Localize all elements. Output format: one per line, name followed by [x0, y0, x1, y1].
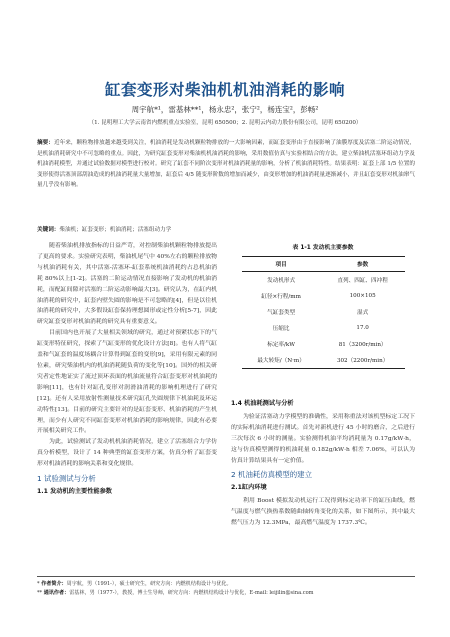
left-column — [37, 241, 217, 500]
table-cell: 81（3200r/min） — [338, 342, 387, 348]
table-cell: 302（2200r/min） — [320, 352, 405, 369]
intro-paragraph-3: 为此，试验测试了发动机机油消耗情况，建立了活塞组合力学仿真分析模型，设计了 14 种典型的缸套变形方案，仿真分析了缸套变形对机油消耗的影响关系和变化规律。 — [37, 439, 217, 468]
cylinder-env-paragraph: 利用 Boost 模拟发动机运行工况得到标定功率下的缸压曲线，燃气温度与燃气换热系数随曲轴转角变化的关系，如下图所示，其中最大燃气压力为 12.3MPa，最高燃气温度为 1737.3℃。 — [231, 498, 415, 527]
paper-affiliation: （1. 昆明理工大学云南省内燃机重点实验室，昆明 650500；2. 昆明云内动力股份有限公司，昆明 650200） — [88, 120, 362, 126]
table-row — [242, 272, 405, 289]
table-cell: 100×105 — [349, 293, 376, 299]
engine-parameters-table — [242, 256, 405, 369]
oil-test-paragraph: 为验证活塞动力学模型的准确性，采用称重法对该机型标定工况下的实际机油消耗进行测试。首先对新机进行 45 小时的磨合，之后进行三次每次 6 小时的测量。实验测得机油平均消耗量为 0.17g/kW·h，这与仿真模型测得的机油耗量 0.182g/kW·h 相差 7.06%，可以认为仿真计算结果具有一定价值。 — [231, 413, 415, 464]
table-cell: 湿式 — [357, 310, 369, 316]
footnote-corresponding: ** 通讯作者：雷基林，男（1977-），教授，博士生导师，研究方向：内燃机结构设计与优化，E-mail: leijilin@sina.com — [37, 589, 314, 596]
section-heading-1-4: 1.4 机油耗测试与分析 — [231, 400, 294, 407]
section-heading-2: 2 机油耗仿真模型的建立 — [231, 470, 312, 480]
footnote-author: * 作者简介：周宇航，男（1991-），硕士研究生，研究方向：内燃机结构设计与优化。 — [37, 581, 232, 587]
footnote-divider — [37, 576, 415, 577]
table-row — [242, 288, 405, 304]
keywords — [37, 225, 415, 233]
table-cell: 气缸套类型 — [267, 310, 296, 316]
table-cell: 标定率/kW — [267, 342, 296, 348]
table-row — [242, 336, 405, 352]
table-header-item: 项目 — [242, 257, 320, 272]
section-heading-1: 1 试验测试与分析 — [37, 474, 96, 484]
table-row — [242, 320, 405, 336]
paper-authors: 周宇航*¹，雷基林**¹，杨永忠²，张宁²，杨连宝²，彭畅² — [131, 105, 319, 114]
table-header-value: 参数 — [320, 257, 405, 272]
table-cell: 17.0 — [356, 325, 369, 331]
table-row — [242, 352, 405, 369]
abstract — [37, 138, 415, 191]
section-heading-2-1: 2.1缸内环境 — [231, 484, 267, 492]
table-row — [242, 304, 405, 320]
table-header-row — [242, 257, 405, 272]
table-caption: 表 1-1 发动机主要参数 — [292, 245, 354, 251]
footnote-corresponding-label: 通讯作者： — [43, 589, 70, 596]
paper-title: 缸套变形对柴油机机油消耗的影响 — [104, 81, 345, 99]
footnotes — [37, 580, 415, 597]
footnote-corresponding-text: 雷基林，男（1977-），教授，博士生导师，研究方向：内燃机结构设计与优化，E-mail: leijilin@sina.com — [69, 589, 314, 596]
keywords-text: 柴油机；缸套变形；机油消耗；活塞组动力学 — [59, 227, 172, 233]
footnote-author-text: 周宇航，男（1991-），硕士研究生，研究方向：内燃机结构设计与优化。 — [66, 581, 232, 587]
table-cell: 缸径×行程/mm — [261, 294, 301, 300]
table-cell: 直列、四缸、四冲程 — [337, 278, 388, 284]
keywords-label: 关键词： — [37, 227, 60, 233]
table-cell: 发动机形式 — [267, 278, 296, 284]
footnote-author-label: 作者简介： — [41, 581, 67, 587]
intro-paragraph-1: 随着柴油机排放指标的日益严苛，对控制柴油机颗粒物排放提出了更高的要求。实验研究表明，柴油机尾气中 40%左右的颗粒排放物与机油消耗有关，其中活塞-活塞环-缸套系统机油消耗约占总机油消耗 80%以上[1-2]。活塞的二阶运动情况直接影响了发动机的机油消耗，而配缸间隙对活塞的二阶运动影响最大[3]。研究认为，在缸内机油消耗的研究中，缸套内壁失圆的影响是不可忽略的[4]，但是以往机油消耗的研究中，大多假设缸套保持理想圆形或定性分析[5-7]，因此研究缸套变形对机油消耗的研究具有重要意义。 — [37, 243, 217, 326]
section-heading-1-1: 1.1 发动机的主要性能参数 — [37, 487, 112, 495]
right-column — [231, 397, 415, 529]
intro-paragraph-2: 目前国内也开展了大量相关领域的研究，通过对预紧状态下的气缸变形特征研究，探索了气缸变形的优化设计方法[8]。也有人将气缸盖和气缸套的温度场耦合计算得到缸套的变形[9]，采用有限元素的同位素，研究柴油机内的机油消耗随负荷的变化等[10]。国外的相关研究者定性地证实了流过顶环表面的机油流量符合缸套变形对机油耗的影响[11]，也有针对缸孔变形对润滑油消耗的影响机理进行了研究[12]。还有人采用放射性测量技术研究缸孔失圆规律下机油耗及环运动特性[13]。目前的研究主要针对的是缸套变形、机油消耗的产生机理，而少有人研究不同缸套变形对机油消耗的影响规律，因此有必要开展相关研究工作。 — [37, 330, 217, 435]
abstract-text: 近年来，颗粒物排放越来越受到关注，机油消耗是发动机颗粒物排放的一大影响因素，而缸套变形由于直接影响了油膜厚度及活塞二阶运动情况，是机油消耗研究中不可忽略的重点。因此，为研究缸套变形对柴油机机油消耗的影响，采用数值仿真与实验相结合的方法，建立柴油机活塞环组动力学及机油消耗模型，并通过试验数据对模型进行校对。研究了缸套不同阶次变形对机油消耗量的影响，分析了机油消耗特性。结果表明：缸套上部 1/5 位置的变形使得活塞顶部刮油造成的机油消耗量大量增加，缸套后 4/5 随变形阶数的增加而减少，由变形增加的机油消耗量逐渐减小，并且缸套变形对机油窜气量几乎没有影响。 — [37, 140, 415, 189]
abstract-label: 摘要： — [37, 140, 54, 146]
table-cell: 压缩比 — [272, 326, 290, 332]
table-cell: 最大转矩/（N·m） — [242, 352, 320, 369]
